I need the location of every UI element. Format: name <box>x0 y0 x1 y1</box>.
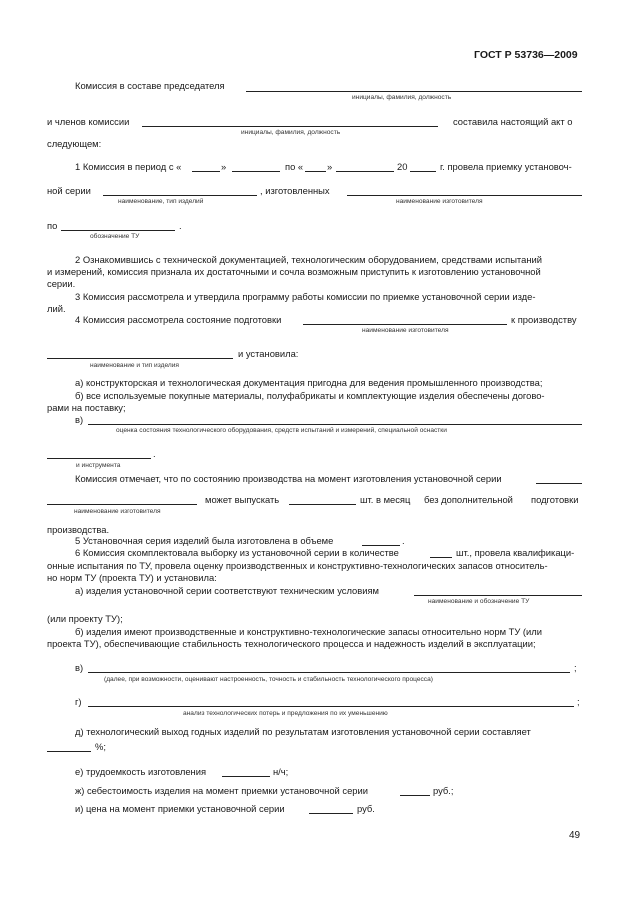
caption-tools: и инструмента <box>76 462 121 469</box>
field-labor <box>222 776 270 777</box>
line-members-end: составила настоящий акт о <box>453 116 573 127</box>
caption-members: инициалы, фамилия, должность <box>241 129 341 136</box>
line-per-month: шт. в месяц <box>360 494 411 505</box>
line-production: производства. <box>47 524 110 535</box>
item6-e-unit: н/ч; <box>273 766 289 777</box>
item3-line1: 3 Комиссия рассмотрела и утвердила программу работы комиссии по приемке установочной серии изде- <box>75 291 536 302</box>
item-a: а) конструкторская и технологическая документация пригодна для ведения промышленного производства; <box>75 377 543 388</box>
item6-zh: ж) себестоимость изделия на момент приемки установочной серии <box>75 785 368 796</box>
field-day-from <box>192 171 220 172</box>
field-notes <box>536 483 582 484</box>
field-item4-manufacturer <box>303 324 507 325</box>
caption-tu: обозначение ТУ <box>90 233 140 240</box>
item6-d: д) технологический выход годных изделий по результатам изготовления установочной серии составляет <box>75 726 531 737</box>
item1-text: 1 Комиссия в период с « <box>75 161 182 172</box>
caption-manufacturer: наименование изготовителя <box>396 198 483 205</box>
page-number: 49 <box>569 830 581 841</box>
item6-b: б) изделия имеют производственные и конструктивно-технологические запасы относительно норм ТУ (или <box>75 626 542 637</box>
line-by-dot: . <box>179 220 182 231</box>
line-following: следующем: <box>47 138 102 149</box>
caption-chairman: инициалы, фамилия, должность <box>352 94 452 101</box>
item-b: б) все используемые покупные материалы, полуфабрикаты и комплектующие изделия обеспечены догово- <box>75 390 545 401</box>
field-equipment <box>88 424 582 425</box>
line-chairman: Комиссия в составе председателя <box>75 80 225 91</box>
field-manufacturer <box>347 195 582 196</box>
field-sample-size <box>430 557 452 558</box>
field-day-to <box>305 171 326 172</box>
item6-d-percent: %; <box>95 741 106 752</box>
item6-v-end: ; <box>574 662 577 673</box>
item2-line3: серии. <box>47 278 76 289</box>
line-tools-dot: . <box>153 448 156 459</box>
caption-item4-manufacturer: наименование изготовителя <box>362 327 449 334</box>
item6-i: и) цена на момент приемки установочной серии <box>75 803 285 814</box>
line-manufactured: , изготовленных <box>260 185 330 196</box>
item3-line2: лий. <box>47 303 66 314</box>
field-month-to <box>336 171 394 172</box>
item2-line2: и измерений, комиссия признала их достаточными и сочла возможным приступить к изготовлению установочной <box>47 266 541 277</box>
field-year <box>410 171 436 172</box>
item4-text: 4 Комиссия рассмотрела состояние подготовки <box>75 314 282 325</box>
caption-notes-manufacturer: наименование изготовителя <box>74 508 161 515</box>
line-by: по <box>47 220 58 231</box>
item6-line2: онные испытания по ТУ, провела оценку производственных и конструктивно-технологических запасов относитель- <box>47 560 548 571</box>
field-losses <box>88 706 574 707</box>
item1-end: г. провела приемку установоч- <box>440 161 572 172</box>
item6-line3: но норм ТУ (проекта ТУ) и установила: <box>47 572 217 583</box>
caption-product-type: наименование, тип изделий <box>118 198 204 205</box>
field-yield <box>47 751 91 752</box>
caption-stability: (далее, при возможности, оценивают настроенность, точность и стабильность технологического процесса) <box>104 676 433 683</box>
field-notes-manufacturer <box>47 504 197 505</box>
item6-e: е) трудоемкость изготовления <box>75 766 207 777</box>
item6-g-end: ; <box>577 696 580 707</box>
field-price <box>309 813 353 814</box>
doc-code: ГОСТ Р 53736—2009 <box>474 49 578 61</box>
field-product-name <box>47 358 233 359</box>
item2-line1: 2 Ознакомившись с технической документацией, технологическим оборудованием, средствами испытаний <box>75 254 542 265</box>
item5-text: 5 Установочная серия изделий была изготовлена в объеме <box>75 535 334 546</box>
line-can-produce: может выпускать <box>205 494 280 505</box>
item5-dot: . <box>402 535 405 546</box>
line-members: и членов комиссии <box>47 116 130 127</box>
line-without: без дополнительной <box>424 494 513 505</box>
item6-i-unit: руб. <box>357 803 375 814</box>
field-tu-designation <box>414 595 582 596</box>
caption-tu-designation: наименование и обозначение ТУ <box>428 598 530 605</box>
item4-end: к производству <box>511 314 577 325</box>
line-commission-notes: Комиссия отмечает, что по состоянию производства на момент изготовления установочной серии <box>75 473 502 484</box>
field-chairman <box>246 91 582 92</box>
field-stability <box>88 672 570 673</box>
item-b-cont: рами на поставку; <box>47 402 126 413</box>
item1-quote2: » <box>327 161 333 172</box>
line-preparation: подготовки <box>531 494 579 505</box>
field-cost <box>400 795 430 796</box>
field-tools <box>47 458 151 459</box>
item1-to: по « <box>285 161 304 172</box>
item6-b-cont: проекта ТУ), обеспечивающие стабильность технологического процесса и надежность изделий в эксплуатации; <box>47 638 536 649</box>
field-volume <box>362 545 400 546</box>
item6-a: а) изделия установочной серии соответствуют техническим условиям <box>75 585 379 596</box>
field-month-from <box>232 171 280 172</box>
item-v: в) <box>75 414 84 425</box>
caption-equipment: оценка состояния технологического оборудования, средств испытаний и измерений, специальной оснастки <box>116 427 447 434</box>
item6-end: шт., провела квалификаци- <box>456 547 575 558</box>
caption-product-name: наименование и тип изделия <box>90 362 179 369</box>
field-product-type <box>103 195 257 196</box>
item6-v: в) <box>75 662 84 673</box>
line-series: ной серии <box>47 185 91 196</box>
item6-text: 6 Комиссия скомплектовала выборку из установочной серии в количестве <box>75 547 399 558</box>
caption-losses: анализ технологических потерь и предложения по их уменьшению <box>183 710 388 717</box>
field-tu <box>61 230 175 231</box>
item6-a-cont: (или проекту ТУ); <box>47 613 123 624</box>
line-established: и установила: <box>238 348 299 359</box>
item1-quote1: » <box>221 161 227 172</box>
field-quantity <box>289 504 356 505</box>
item6-zh-unit: руб.; <box>433 785 454 796</box>
item6-g: г) <box>75 696 82 707</box>
field-members <box>142 126 438 127</box>
item1-year: 20 <box>397 161 408 172</box>
